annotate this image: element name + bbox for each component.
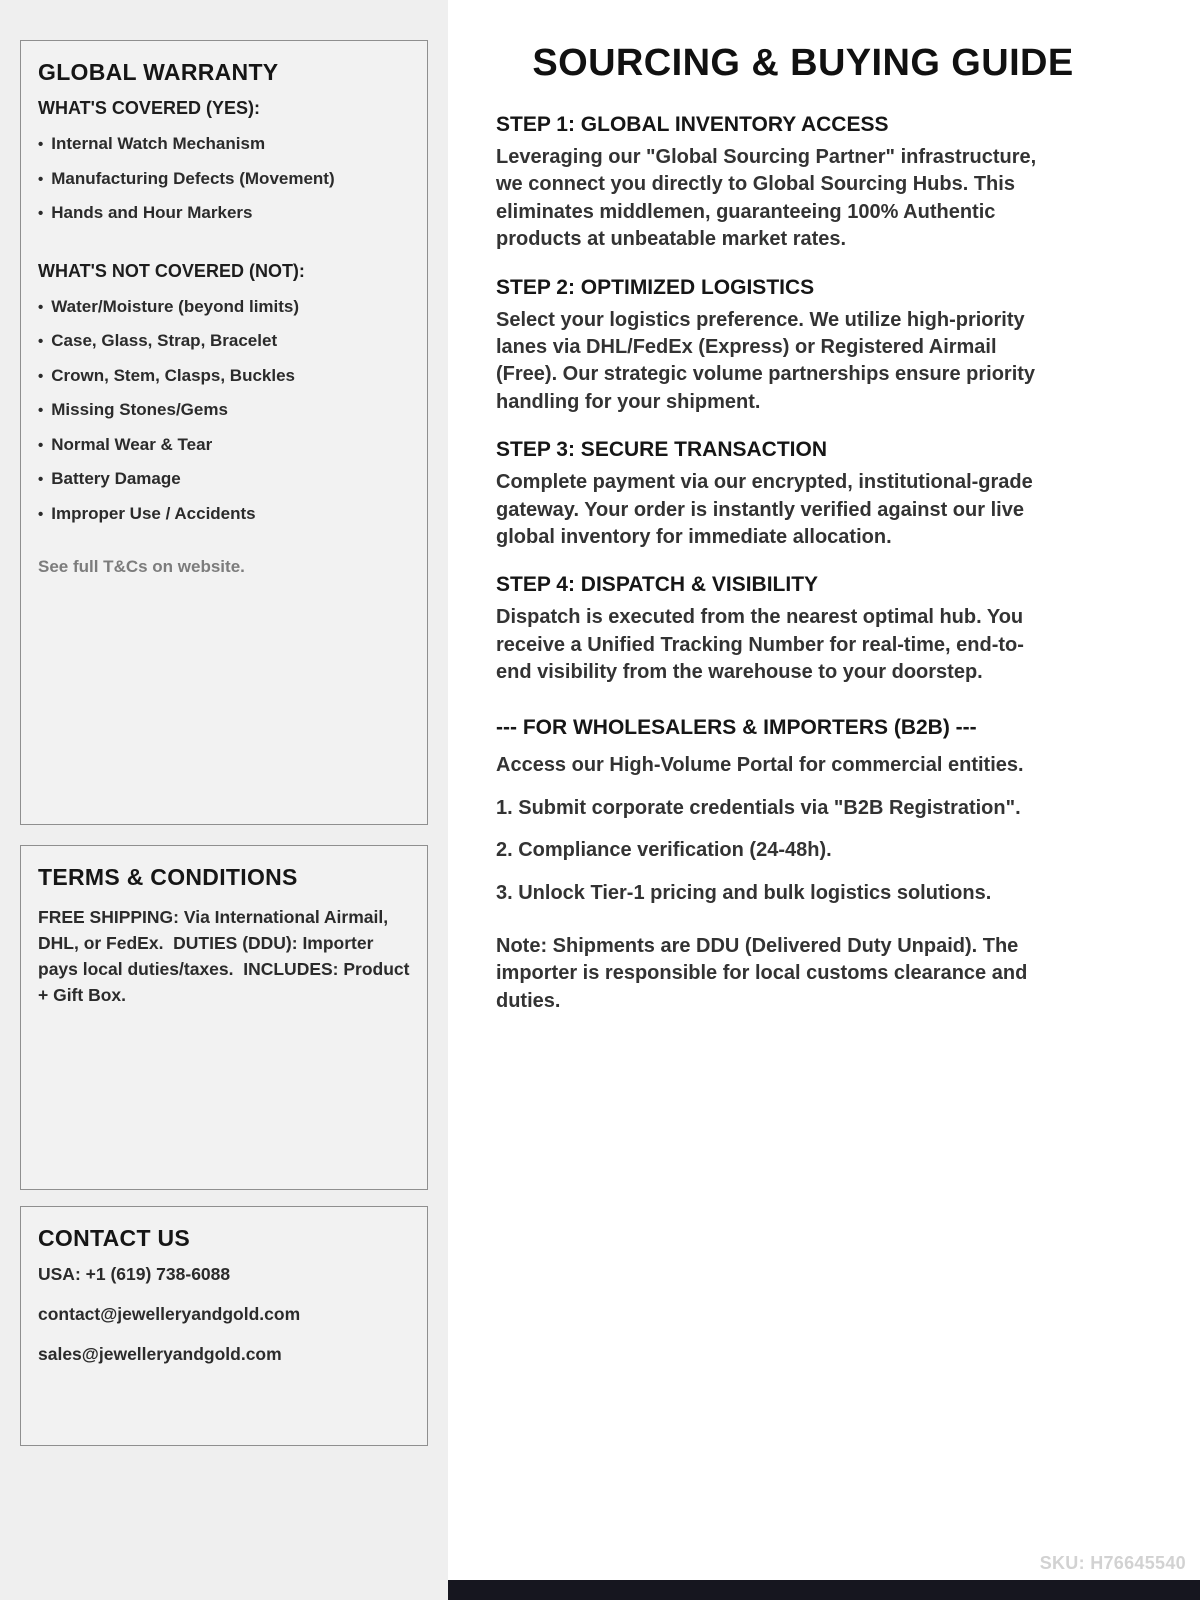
list-item: • Missing Stones/Gems xyxy=(38,400,410,420)
contact-phone: USA: +1 (619) 738-6088 xyxy=(38,1264,231,1284)
list-item: • Improper Use / Accidents xyxy=(38,504,410,524)
sku-label: SKU: H76645540 xyxy=(1039,1553,1186,1573)
b2b-heading: --- FOR WHOLESALERS & IMPORTERS (B2B) --- xyxy=(496,716,977,740)
step-heading: STEP 4: DISPATCH & VISIBILITY xyxy=(496,573,819,597)
terms-title: TERMS & CONDITIONS xyxy=(38,864,298,890)
list-item: • Manufacturing Defects (Movement) xyxy=(38,169,410,189)
covered-list xyxy=(38,134,410,223)
step-body: Complete payment via our encrypted, institutional-grade gateway. Your order is instantly verified against our live global inventory for immediate allocation. xyxy=(496,471,1033,548)
terms-panel xyxy=(20,845,428,1190)
sourcing-guide xyxy=(448,0,1200,1600)
b2b-item: 2. Compliance verification (24-48h). xyxy=(496,839,832,862)
step-heading: STEP 1: GLOBAL INVENTORY ACCESS xyxy=(496,113,889,136)
step-body: Dispatch is executed from the nearest optimal hub. You receive a Unified Tracking Number for real-time, end-to-end visibility from the warehouse to your doorstep. xyxy=(496,606,1024,684)
warranty-title: GLOBAL WARRANTY xyxy=(38,59,279,85)
step-body: Select your logistics preference. We utilize high-priority lanes via DHL/FedEx (Express) or Registered Airmail (Free). Our strategic volume partnerships ensure priority handling for your shipment. xyxy=(496,308,1036,413)
list-item: • Water/Moisture (beyond limits) xyxy=(38,297,410,317)
step-body: Leveraging our "Global Sourcing Partner" infrastructure, we connect you directly to Global Sourcing Hubs. This eliminates middlemen, guaranteeing 100% Authentic products at unbeatable market rates. xyxy=(496,146,1037,251)
contact-panel xyxy=(20,1206,428,1446)
b2b-note: Note: Shipments are DDU (Delivered Duty Unpaid). The importer is responsible for local customs clearance and duties. xyxy=(496,935,1028,1012)
list-item: • Crown, Stem, Clasps, Buckles xyxy=(38,366,410,386)
step-heading: STEP 2: OPTIMIZED LOGISTICS xyxy=(496,275,815,299)
warranty-footnote: See full T&Cs on website. xyxy=(38,557,245,577)
terms-body: FREE SHIPPING: Via International Airmail, DHL, or FedEx. DUTIES (DDU): Importer pays local duties/taxes. INCLUDES: Product + Gift Box. xyxy=(38,907,415,1005)
global-warranty-panel xyxy=(20,40,428,825)
list-item: • Case, Glass, Strap, Bracelet xyxy=(38,331,410,351)
b2b-intro: Access our High-Volume Portal for commercial entities. xyxy=(496,754,1024,777)
sidebar xyxy=(0,0,448,1600)
b2b-item: 3. Unlock Tier-1 pricing and bulk logistics solutions. xyxy=(496,881,992,904)
step-4 xyxy=(496,573,1056,686)
list-item: • Normal Wear & Tear xyxy=(38,435,410,455)
step-3 xyxy=(496,438,1056,551)
contact-title: CONTACT US xyxy=(38,1225,191,1251)
sales-email: sales@jewelleryandgold.com xyxy=(38,1344,282,1364)
list-item: • Hands and Hour Markers xyxy=(38,203,410,223)
covered-heading: WHAT'S COVERED (YES): xyxy=(38,98,260,118)
b2b-item: 1. Submit corporate credentials via "B2B Registration". xyxy=(496,796,1021,819)
not-covered-heading: WHAT'S NOT COVERED (NOT): xyxy=(38,260,305,281)
step-1 xyxy=(496,113,1056,254)
list-item: • Battery Damage xyxy=(38,469,410,489)
b2b-section xyxy=(496,716,1110,1015)
not-covered-list xyxy=(38,297,410,524)
contact-email: contact@jewelleryandgold.com xyxy=(38,1304,301,1324)
list-item: • Internal Watch Mechanism xyxy=(38,134,410,154)
page-title: SOURCING & BUYING GUIDE xyxy=(532,42,1074,84)
step-heading: STEP 3: SECURE TRANSACTION xyxy=(496,438,827,462)
bottom-bar xyxy=(448,1580,1200,1600)
step-2 xyxy=(496,276,1056,417)
